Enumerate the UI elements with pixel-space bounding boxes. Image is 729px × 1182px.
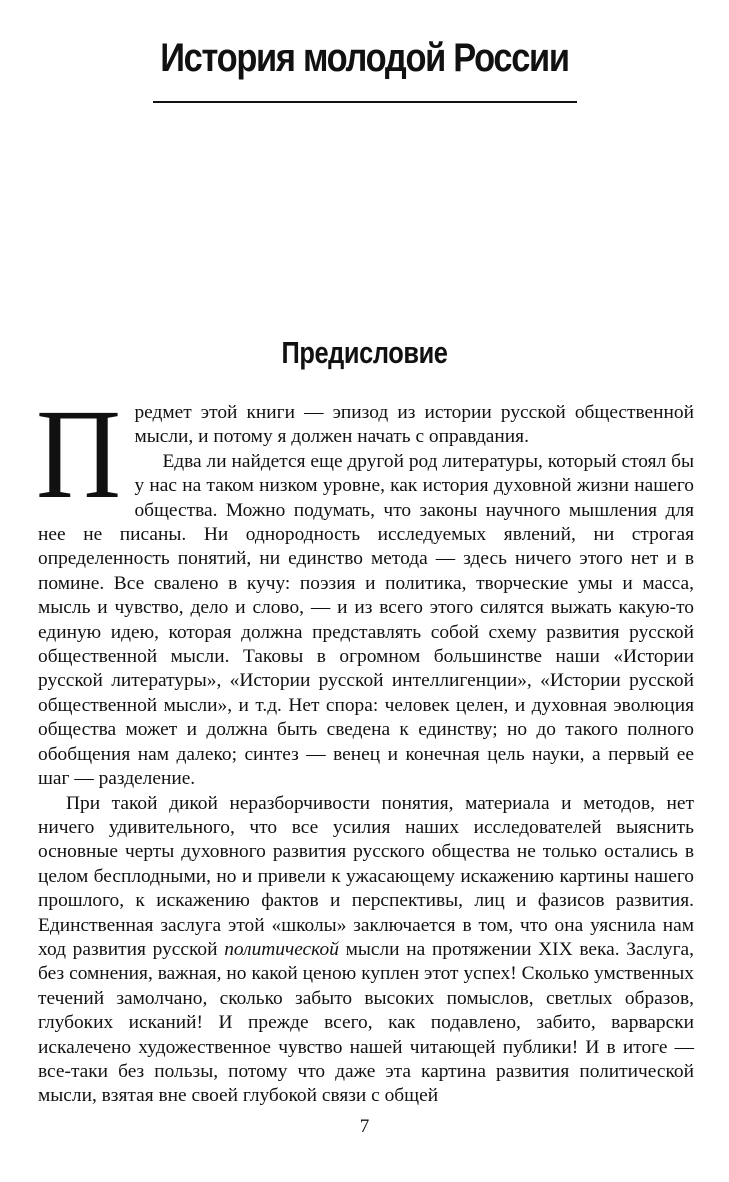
paragraph-3-italic: политической bbox=[224, 938, 339, 960]
paragraph-2: Едва ли найдется еще другой род литературы, который стоял бы у нас на таком низком уровне, как история духовной жизни нашего общества. Можно подумать, что законы научного мышления для нее не писаны. Ни однородность исследуемых явлений, ни строгая определенность понятий, ни единство метода — здесь ничего этого нет и в помине. Все свалено в кучу: поэзия и политика, творческие умы и масса, мысль и чувство, дело и слово, — и из всего этого силятся выжать какую-то единую идею, которая должна представлять собой схему развития русской общественной мысли. Таковы в огромном большинстве наши «Истории русской литературы», «Истории русской интеллигенции», «Истории русской общественной мысли», и т.д. Нет спора: человек целен, и духовная эволюция общества может и должна быть сведена к единству; но до такого полного обобщения нам далеко; синтез — венец и конечная цель науки, а первый ее шаг — разделение. bbox=[38, 450, 694, 790]
section-title: Предисловие bbox=[281, 335, 448, 370]
running-head: История молодой России bbox=[160, 36, 569, 80]
body-text bbox=[36, 383, 694, 1109]
paragraph-1 bbox=[36, 383, 694, 525]
paragraph-1-text: редмет этой книги — эпизод из истории русской общественной мысли, и потому я должен начать с оправдания. bbox=[134, 402, 694, 448]
head-rule bbox=[153, 101, 577, 103]
paragraph-3-text-b: мысли на протяжении XIX века. Заслуга, без сомнения, важная, но какой ценою куплен этот успех! Сколько умственных течений замолчано, сколько забыто высоких помыслов, светлых образов, глубоких исканий! И прежде всего, как подавлено, забито, варварски искалечено художественное чувство нашей читающей публики! И в итоге — все-таки без пользы, потому что даже эта картина развития политической мысли, взятая вне своей глубокой связи с общей bbox=[38, 938, 694, 1107]
drop-cap: П bbox=[36, 383, 122, 525]
paragraph-3 bbox=[38, 792, 694, 1109]
page-number: 7 bbox=[359, 1116, 370, 1137]
paragraph-3-text-a: При такой дикой неразборчивости понятия, материала и методов, нет ничего удивительного, что все усилия наших исследователей выяснить основные черты духовного развития русского общества не только остались в целом бесплодными, но и привели к ужасающему искажению картины нашего прошлого, к искажению фактов и перспективы, лиц и фазисов развития. Единственная заслуга этой «школы» заключается в том, что она уяснила нам ход развития русской bbox=[38, 792, 694, 960]
